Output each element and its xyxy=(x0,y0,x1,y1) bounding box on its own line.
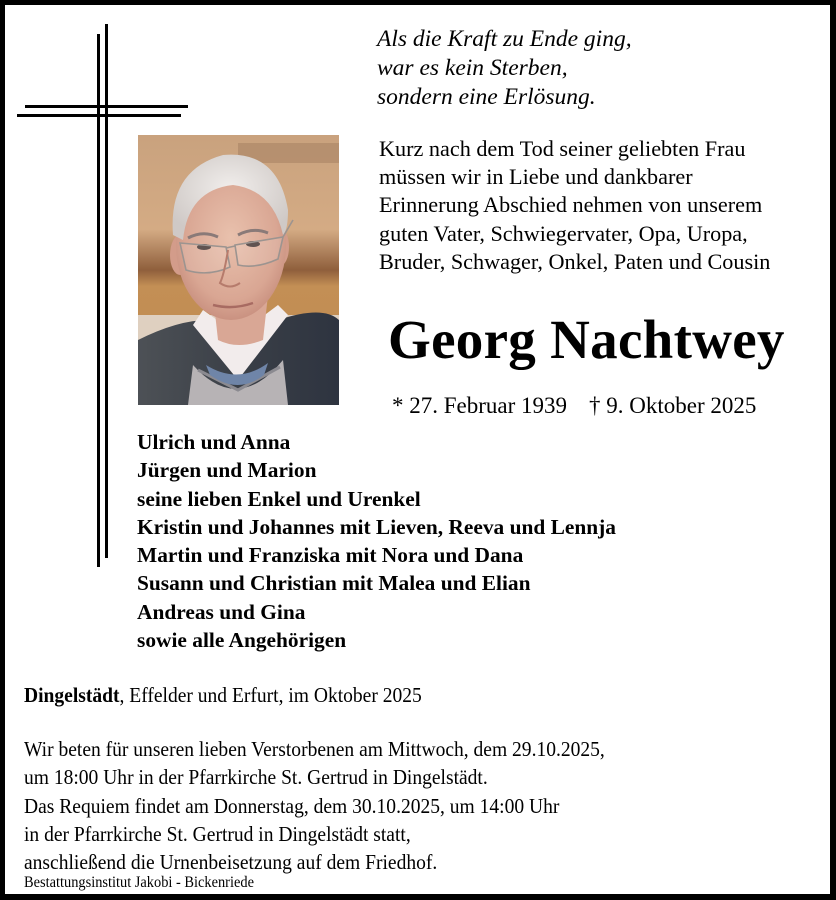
poem-line: Als die Kraft zu Ende ging, xyxy=(377,26,632,52)
intro-line: Erinnerung Abschied nehmen von unserem xyxy=(379,192,763,218)
place-and-date xyxy=(24,681,422,709)
poem-line: war es kein Sterben, xyxy=(377,55,568,81)
place-rest: , Effelder und Erfurt, im Oktober 2025 xyxy=(119,683,422,707)
family-line: Kristin und Johannes mit Lieven, Reeva und Lennja xyxy=(137,514,616,539)
service-line: um 18:00 Uhr in der Pfarrkirche St. Gertrud in Dingelstädt. xyxy=(24,765,488,790)
cross-horizontal-line-bottom xyxy=(17,114,181,117)
family-line: Martin und Franziska mit Nora und Dana xyxy=(137,543,524,568)
portrait-photo xyxy=(138,135,339,405)
family-line: Ulrich und Anna xyxy=(137,430,291,454)
poem xyxy=(377,25,632,112)
undertaker: Bestattungsinstitut Jakobi - Bickenriede xyxy=(24,874,254,891)
family-line: sowie alle Angehörigen xyxy=(137,628,347,653)
service-line: Das Requiem findet am Donnerstag, dem 30.10.2025, um 14:00 Uhr xyxy=(24,793,560,818)
intro-line: Bruder, Schwager, Onkel, Paten und Cousin xyxy=(379,248,771,274)
service-line: in der Pfarrkirche St. Gertrud in Dingelstädt statt, xyxy=(24,821,411,846)
family-list xyxy=(137,428,616,654)
family-line: seine lieben Enkel und Urenkel xyxy=(137,486,421,511)
service-info xyxy=(24,735,605,876)
portrait-photo-icon xyxy=(138,135,339,405)
family-line: Andreas und Gina xyxy=(137,599,306,624)
cross-horizontal-line-top xyxy=(25,105,188,108)
intro-line: müssen wir in Liebe und dankbarer xyxy=(379,164,693,190)
intro-text xyxy=(379,135,770,276)
death-date: † 9. Oktober 2025 xyxy=(589,393,757,418)
life-dates xyxy=(392,391,756,421)
family-line: Jürgen und Marion xyxy=(137,458,317,483)
intro-line: Kurz nach dem Tod seiner geliebten Frau xyxy=(379,136,746,161)
poem-line: sondern eine Erlösung. xyxy=(377,84,596,110)
service-line: anschließend die Urnenbeisetzung auf dem Friedhof. xyxy=(24,850,438,875)
family-line: Susann und Christian mit Malea und Elian xyxy=(137,571,531,596)
service-line: Wir beten für unseren lieben Verstorbenen am Mittwoch, dem 29.10.2025, xyxy=(24,737,605,761)
deceased-name: Georg Nachtwey xyxy=(388,309,785,370)
birth-date: * 27. Februar 1939 xyxy=(392,393,568,418)
place-bold: Dingelstädt xyxy=(24,683,120,707)
intro-line: guten Vater, Schwiegervater, Opa, Uropa, xyxy=(379,220,748,246)
